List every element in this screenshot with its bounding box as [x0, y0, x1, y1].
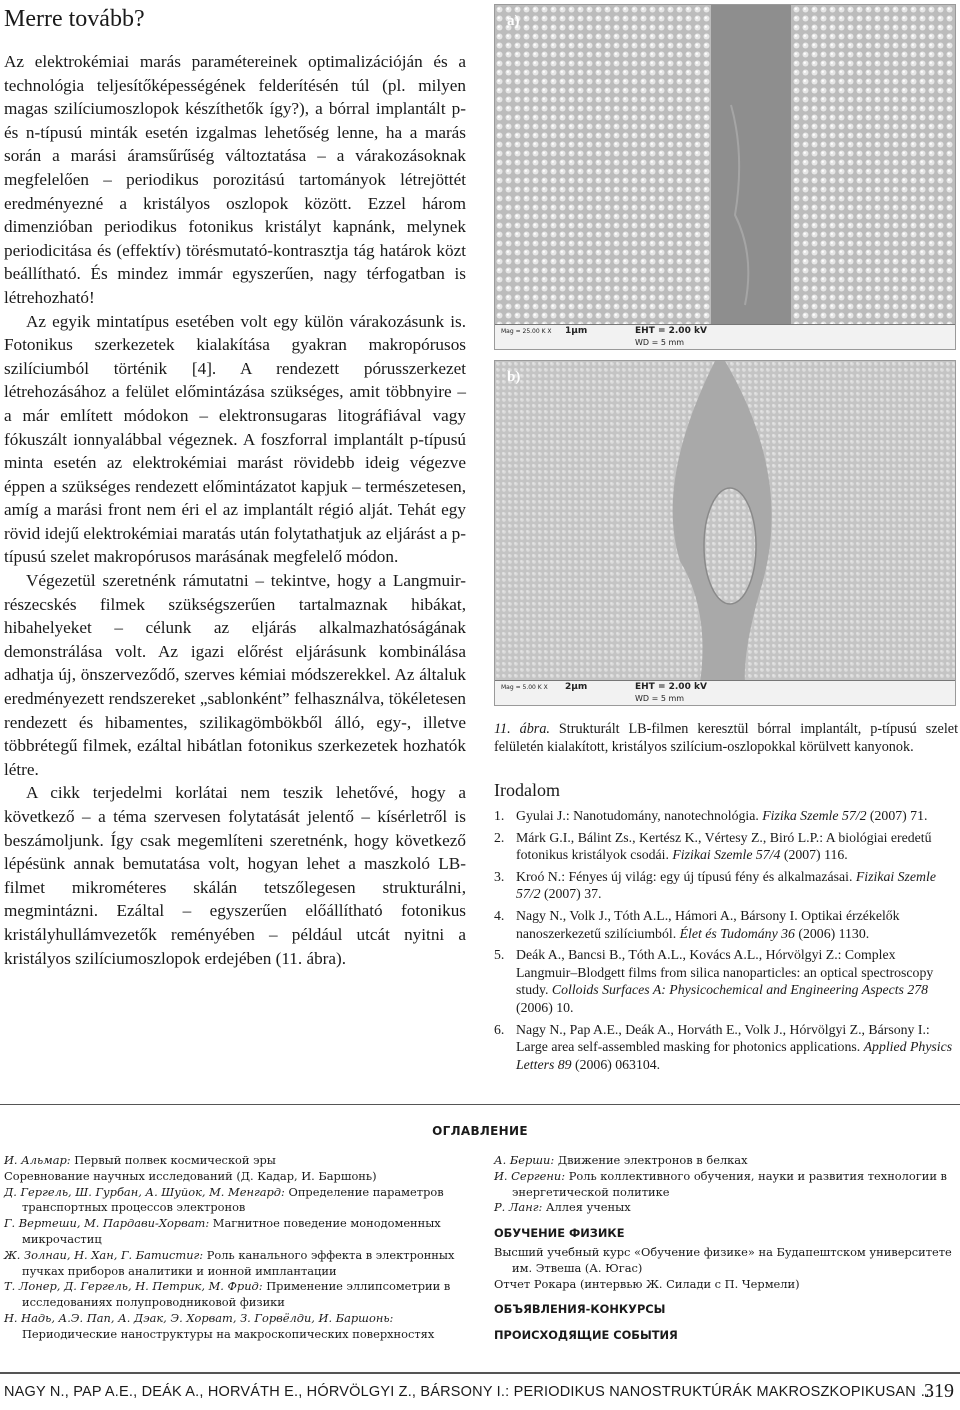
reference-item: [494, 868, 958, 903]
reference-item: [494, 907, 958, 942]
toc-item: [494, 1277, 958, 1293]
toc-item: [4, 1279, 474, 1311]
figure-and-references-column: [494, 4, 958, 1077]
reference-year: (2007) 71.: [866, 808, 928, 823]
paragraph-3: Végezetül szeretnénk rámutatni – tekintve, hogy a Langmuir-részecskés filmek szükségszerűen tartalmaznak hibákat, hibahelyeket – célunk az eljárás alkalmazhatóságának demonstrálása volt. Az igazi előrést eljárásunk kombinálása adhatja új, önszerveződő, szerves kémiai módszerekkel. Az általuk eredményezett rendszereket „sablonként” felhasználva, tökéletesen rendezett és hibamentes, szilikagömbökből álló, egy-, illetve többrétegű filmek, ezáltal hibátlan fotonikus szerkezetek hozhatók létre.: [4, 571, 466, 779]
toc-authors: Н. Надь, А.Э. Пап, А. Дэак, Э. Хорват, З. Горвёлди, И. Баршонь:: [4, 1310, 394, 1325]
reference-journal: Colloids Surfaces A: Physicochemical and Engineering Aspects 278: [551, 982, 929, 998]
reference-text: Nagy N., Volk J., Tóth A.L., Hámori A., Bársony I. Optikai érzékelők nanoszerkezetű szilíciumból.: [516, 907, 900, 941]
toc-top-rule: [0, 1104, 960, 1105]
magnification-b: Mag = 5.00 K X: [501, 684, 548, 691]
reference-year: (2006) 10.: [516, 999, 574, 1015]
toc-item: [494, 1153, 958, 1169]
reference-item: [494, 829, 958, 864]
reference-number: 1.: [494, 808, 505, 823]
toc-entry-title: Соревнование научных исследований (Д. Кадар, И. Баршонь): [4, 1168, 377, 1183]
toc-item: [4, 1216, 474, 1248]
article-text-column: [4, 4, 466, 970]
paragraph-4: A cikk terjedelmi korlátai nem teszik lehetővé, hogy a következő – a téma szervesen folytatását jelentő – kísérletről is beszámoljunk. Így csak megemlíteni szeretnénk, hogy következő lépésünk annak bemutatása volt, hogyan lehet a maszkoló LB-filmet mikrométeres skálán tetszőlegesen strukturálni, megmintázni. Ezáltal – egyszerűen előállítható fotonikus kristályhullámvezetők reményében – például utcát nyitni a kristályos szilíciumoszlopok erdejében (11. ábra).: [4, 783, 466, 968]
toc-section-teaching: ОБУЧЕНИЕ ФИЗИКЕ: [494, 1226, 625, 1241]
reference-year: (2006) 1130.: [794, 925, 870, 941]
toc-item: [494, 1200, 958, 1216]
toc-item: [4, 1311, 474, 1343]
reference-item: [494, 807, 958, 825]
toc-item: [4, 1248, 474, 1280]
eht-a: EHT = 2.00 kV: [635, 326, 707, 336]
paragraph-2: Az egyik mintatípus esetében volt egy külön várakozásunk is. Fotonikus szerkezetek kialakítása gyakran makropórusos szilíciumból történik [4]. A rendezett pórusszerkezet létrehozásához a felület előmintázása szükséges, amit többnyire – a már említett módokon – elektronsugaras litográfiával vagy fókuszált ionnyalábbal végeznek. A foszforral implantált p-típusú minta esetén az elektrokémiai marást rövidebb ideig végezve éppen a szükséges rendezett előmintázatot kapjuk – természetesen, amíg a marási front nem éri el az implantált régió alját. Tehát egy rövid idejű elektrokémiai maratás után folytathatjuk az eljárást a p-típusú szelet makropórusos marásának megfelelő módon.: [4, 311, 466, 567]
paragraph-1: Az elektrokémiai marás paramétereinek optimalizációján és a technológia teljesítőképességének felderítésén túl (pl. milyen magas szilíciumoszlopok készíthetők így?), a bórral implantált p- és n-típusú minták esetén izgalmas lehetőség lenne, ha a marás során a marási áramsűrűség változtatása – a várakozásoknak megfelelően – periodikus porozitású tartományok létrejöttét eredményezné a kristályos oszlopok között. Ezzel három dimenzióban periodikus fotonikus kristályt kapnánk, melynek periodicitása és (effektív) törésmutató-kontrasztja tág határok közt beállítható. És mindez immár egyszerűen, nagy térfogatban is létrehozható!: [4, 52, 466, 307]
sem-info-bar-a: [495, 324, 955, 349]
reference-text: Nagy N., Pap A.E., Deák A., Horváth E., Volk J., Hórvölgyi Z., Bársony I.: Large area self-assembled masking for photonics applications.: [516, 1021, 930, 1055]
eht-b: EHT = 2.00 kV: [635, 682, 707, 692]
toc-entry-title: Магнитное поведение монодоменных микрочастиц: [22, 1216, 441, 1246]
toc-entry-title: Отчет Рокара (интервью Ж. Силади с П. Чермели): [494, 1276, 800, 1291]
toc-authors: И. Альмар:: [4, 1153, 71, 1167]
toc-item: [4, 1153, 474, 1169]
sem-image-b: [494, 360, 956, 706]
toc-entry-title: Аллея ученых: [542, 1200, 631, 1215]
reference-text: Deák A., Bancsi B., Tóth A.L., Kovács A.L., Hórvölgyi Z.: Complex Langmuir–Blodgett films from silica nanoparticles: an optical spectroscopy study.: [516, 947, 934, 998]
reference-text: Gyulai J.: Nanotudomány, nanotechnológia.: [516, 808, 763, 823]
reference-text: Kroó N.: Fényes új világ: egy új típusú fény és alkalmazásai.: [516, 868, 856, 884]
reference-journal: Fizikai Szemle 57/2: [516, 868, 936, 902]
toc-right-column: [494, 1153, 958, 1347]
toc-entry-title: Движение электронов в белках: [554, 1153, 748, 1167]
toc-item: [4, 1185, 474, 1217]
footer-rule: [0, 1372, 960, 1374]
toc-entry-title: Первый полвек космической эры: [70, 1153, 276, 1167]
reference-journal: Élet és Tudomány 36: [679, 925, 795, 941]
reference-journal: Applied Physics Letters 89: [516, 1039, 953, 1072]
reference-number: 2.: [494, 829, 505, 845]
toc-entry-title: Применение эллипсометрии в исследованиях полупроводниковой физики: [22, 1279, 451, 1310]
toc-item: [4, 1169, 474, 1185]
toc-authors: Т. Лонер, Д. Гергель, Н. Петрик, М. Фрид:: [4, 1279, 263, 1294]
figure-caption-text: Strukturált LB-filmen keresztül bórral implantált, p-típusú szelet felületén kialakított, kristályos szilícium-oszlopokkal körülvett kanyonok.: [494, 721, 959, 755]
reference-number: 6.: [494, 1021, 505, 1037]
scale-bar-b: 2µm: [565, 682, 588, 692]
toc-authors: Г. Вертеши, М. Пардави-Хорват:: [4, 1216, 210, 1231]
toc-left-column: [4, 1153, 474, 1343]
page-number: 319: [924, 1380, 954, 1402]
scale-bar-a: 1µm: [565, 326, 588, 336]
toc-item: [494, 1169, 958, 1201]
toc-section-events: ПРОИСХОДЯЩИЕ СОБЫТИЯ: [494, 1328, 678, 1343]
magnification-a: Mag = 25.00 K X: [501, 328, 552, 335]
reference-year: (2007) 37.: [540, 886, 602, 902]
reference-journal: Fizikai Szemle 57/4: [672, 847, 781, 863]
section-heading: Merre tovább?: [4, 6, 145, 32]
references-list: [494, 807, 958, 1073]
toc-item: [494, 1245, 958, 1277]
reference-text: Márk G.I., Bálint Zs., Kertész K., Vértesy Z., Biró L.P.: A biológiai eredetű fotonikus kristályok csodái.: [516, 829, 932, 863]
reference-item: [494, 1021, 958, 1074]
toc-entry-title: Роль канального эффекта в электронных пучках приборов аналитики и ионной имплантации: [22, 1247, 455, 1278]
references-heading: Irodalom: [494, 780, 560, 800]
figure-caption: [494, 720, 958, 756]
toc-entry-title: Определение параметров транспортных процессов электронов: [22, 1184, 444, 1215]
reference-journal: Fizika Szemle 57/2: [762, 808, 867, 823]
panel-b-label: b): [507, 369, 521, 385]
panel-a-label: a): [507, 13, 520, 29]
toc-entry-title: Роль коллективного обучения, науки и развития технологии в энергетической политике: [512, 1168, 947, 1199]
sem-image-a: [494, 4, 956, 350]
toc-section-ads: ОБЪЯВЛЕНИЯ-КОНКУРСЫ: [494, 1302, 666, 1317]
wd-a: WD = 5 mm: [635, 338, 685, 347]
toc-entry-title: Высший учебный курс «Обучение физике» на Будапештском университете им. Этвеша (А. Югас): [494, 1244, 952, 1275]
toc-authors: А. Берши:: [494, 1153, 555, 1167]
wd-b: WD = 5 mm: [635, 694, 685, 703]
reference-item: [494, 946, 958, 1016]
reference-number: 4.: [494, 907, 505, 923]
reference-number: 5.: [494, 947, 505, 963]
toc-authors: И. Сергени:: [494, 1168, 566, 1183]
sem-pattern-b: [495, 361, 956, 706]
toc-authors: Д. Гергель, Ш. Гурбан, А. Шуйок, М. Менгард:: [4, 1184, 285, 1199]
figure-caption-label: 11. ábra.: [494, 721, 550, 737]
running-footer: NAGY N., PAP A.E., DEÁK A., HORVÁTH E., HÓRVÖLGYI Z., BÁRSONY I.: PERIODIKUS NANOSTRUKTÚRÁK MAKROSZKOPIKUSAN …: [4, 1384, 935, 1400]
reference-year: (2007) 116.: [780, 847, 848, 863]
sem-info-bar-b: [495, 680, 955, 705]
toc-entry-title: Периодические наноструктуры на макроскопических поверхностях: [22, 1326, 435, 1341]
reference-number: 3.: [494, 868, 505, 884]
toc-authors: Р. Ланг:: [494, 1200, 543, 1215]
toc-authors: Ж. Золнаи, Н. Хан, Г. Батистиг:: [4, 1247, 204, 1262]
toc-title: ОГЛАВЛЕНИЕ: [432, 1124, 528, 1138]
reference-year: (2006) 063104.: [571, 1056, 661, 1072]
sem-pattern-a: [495, 5, 956, 350]
